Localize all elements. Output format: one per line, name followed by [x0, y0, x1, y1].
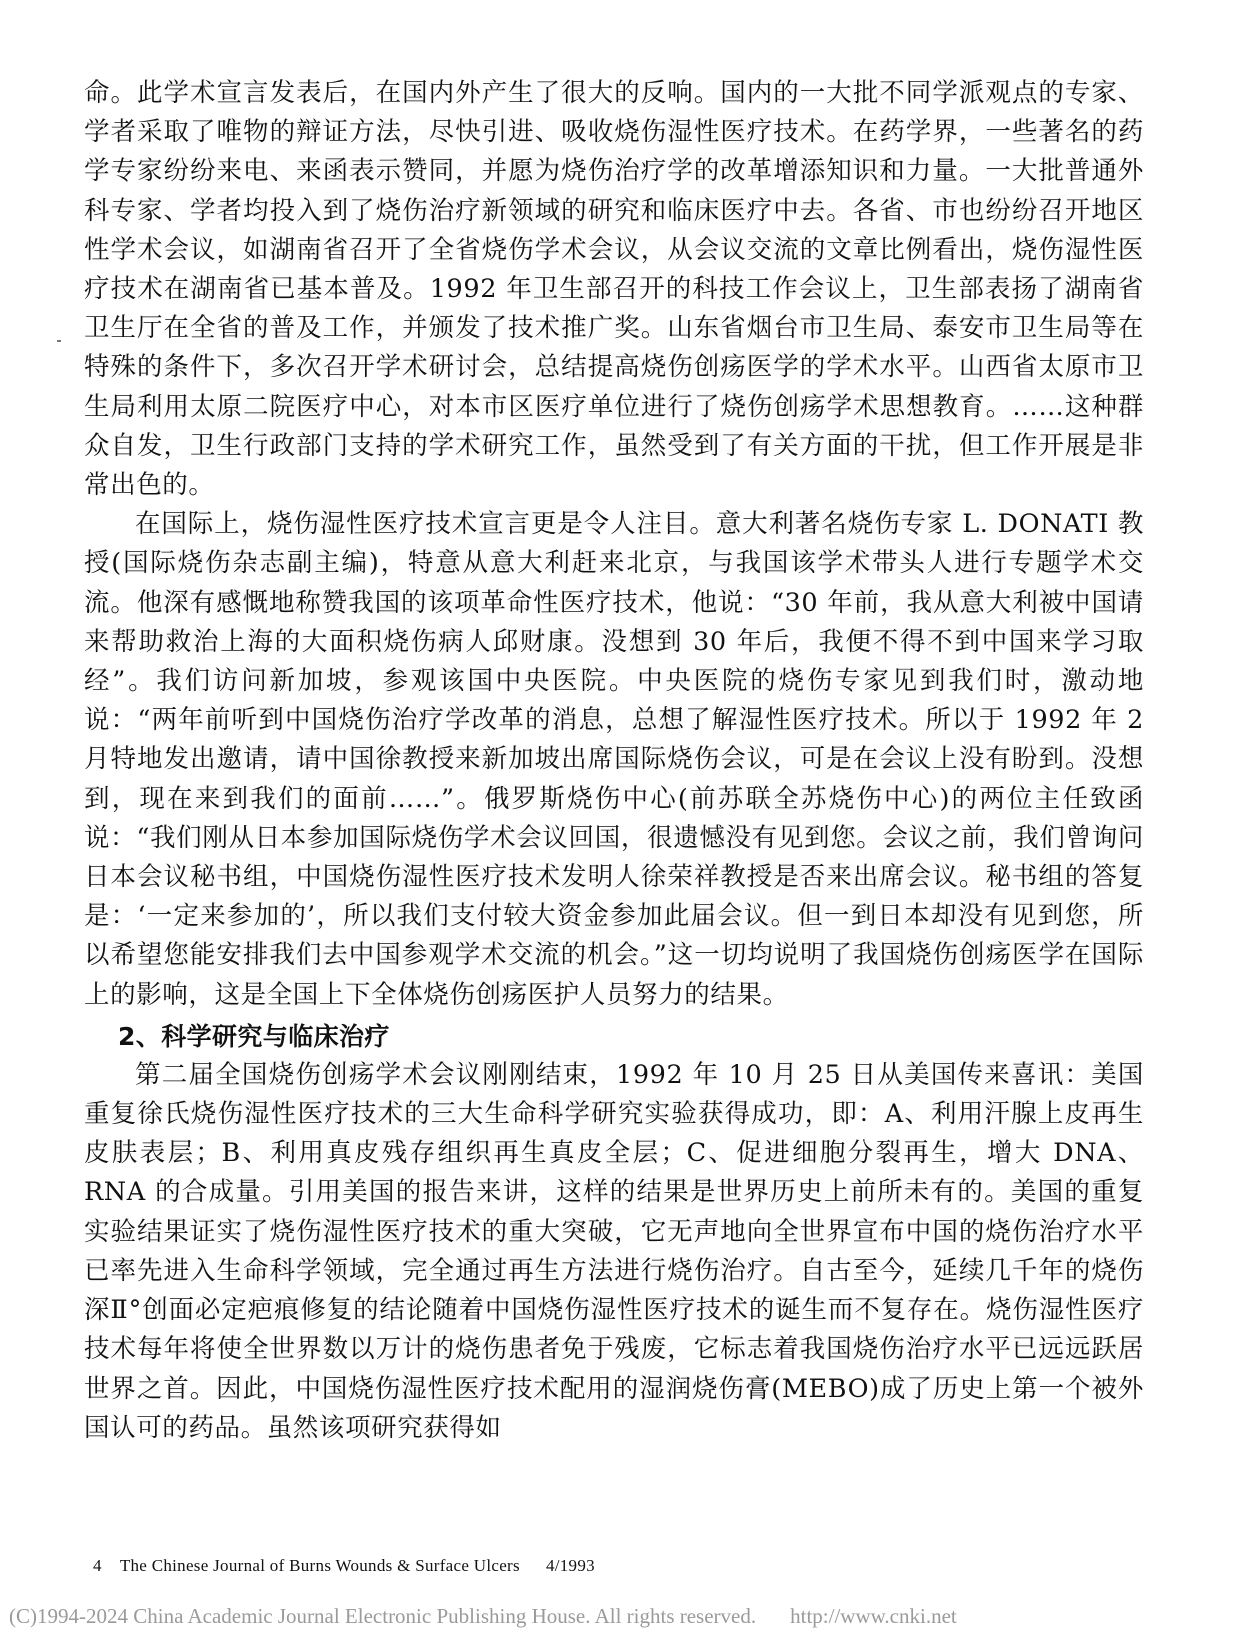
- paragraph-research-clinical: 第二届全国烧伤创疡学术会议刚刚结束，1992 年 10 月 25 日从美国传来喜讯：美国重复徐氏烧伤湿性医疗技术的三大生命科学研究实验获得成功，即：A、利用汗腺上皮再生皮肤表层；B、利用真皮残存组织再生真皮全层；C、促进细胞分裂再生，增大 DNA、RNA 的合成量。引用美国的报告来讲，这样的结果是世界历史上前所未有的。美国的重复实验结果证实了烧伤湿性医疗技术的重大突破，它无声地向全世界宣布中国的烧伤治疗水平已率先进入生命科学领域，完全通过再生方法进行烧伤治疗。自古至今，延续几千年的烧伤深Ⅱ°创面必定疤痕修复的结论随着中国烧伤湿性医疗技术的诞生而不复存在。烧伤湿性医疗技术每年将使全世界数以万计的烧伤患者免于残废，它标志着我国烧伤治疗水平已远远跃居世界之首。因此，中国烧伤湿性医疗技术配用的湿润烧伤膏(MEBO)成了历史上第一个被外国认可的药品。虽然该项研究获得如: [84, 1059, 1144, 1443]
- journal-name: The Chinese Journal of Burns Wounds & Surface Ulcers: [119, 1556, 520, 1575]
- copyright-line: [9, 1604, 1247, 1629]
- copyright-text: (C)1994-2024 China Academic Journal Electronic Publishing House. All rights reserved.: [9, 1604, 757, 1628]
- margin-mark: [57, 340, 61, 342]
- article-body: [84, 74, 1144, 1448]
- paragraph-international-response: 在国际上，烧伤湿性医疗技术宣言更是令人注目。意大利著名烧伤专家 L. DONATI 教授(国际烧伤杂志副主编)，特意从意大利赶来北京，与我国该学术带头人进行专题学术交流。他深有感慨地称赞我国的该项革命性医疗技术，他说：“30 年前，我从意大利被中国请来帮助救治上海的大面积烧伤病人邱财康。没想到 30 年后，我便不得不到中国来学习取经”。我们访问新加坡，参观该国中央医院。中央医院的烧伤专家见到我们时，激动地说：“两年前听到中国烧伤治疗学改革的消息，总想了解湿性医疗技术。所以于 1992 年 2 月特地发出邀请，请中国徐教授来新加坡出席国际烧伤会议，可是在会议上没有盼到。没想到，现在来到我们的面前……”。俄罗斯烧伤中心(前苏联全苏烧伤中心)的两位主任致函说：“我们刚从日本参加国际烧伤学术会议回国，很遗憾没有见到您。会议之前，我们曾询问日本会议秘书组，中国烧伤湿性医疗技术发明人徐荣祥教授是否来出席会议。秘书组的答复是：‘一定来参加的’，所以我们支付较大资金参加此届会议。但一到日本却没有见到您，所以希望您能安排我们去中国参观学术交流的机会。”这一切均说明了我国烧伤创疡医学在国际上的影响，这是全国上下全体烧伤创疡医护人员努力的结果。: [84, 509, 1144, 1010]
- journal-issue: 4/1993: [545, 1556, 595, 1575]
- section-heading: 2、科学研究与临床治疗: [118, 1021, 390, 1051]
- page-footer: [93, 1556, 595, 1576]
- cnki-link[interactable]: http://www.cnki.net: [790, 1604, 957, 1628]
- paragraph-domestic-response: 命。此学术宣言发表后，在国内外产生了很大的反响。国内的一大批不同学派观点的专家、学者采取了唯物的辩证方法，尽快引进、吸收烧伤湿性医疗技术。在药学界，一些著名的药学专家纷纷来电、来函表示赞同，并愿为烧伤治疗学的改革增添知识和力量。一大批普通外科专家、学者均投入到了烧伤治疗新领域的研究和临床医疗中去。各省、市也纷纷召开地区性学术会议，如湖南省召开了全省烧伤学术会议，从会议交流的文章比例看出，烧伤湿性医疗技术在湖南省已基本普及。1992 年卫生部召开的科技工作会议上，卫生部表扬了湖南省卫生厅在全省的普及工作，并颁发了技术推广奖。山东省烟台市卫生局、泰安市卫生局等在特殊的条件下，多次召开学术研讨会，总结提高烧伤创疡医学的学术水平。山西省太原市卫生局利用太原二院医疗中心，对本市区医疗单位进行了烧伤创疡学术思想教育。……这种群众自发，卫生行政部门支持的学术研究工作，虽然受到了有关方面的干扰，但工作开展是非常出色的。: [84, 78, 1144, 501]
- page-number: 4: [93, 1556, 102, 1575]
